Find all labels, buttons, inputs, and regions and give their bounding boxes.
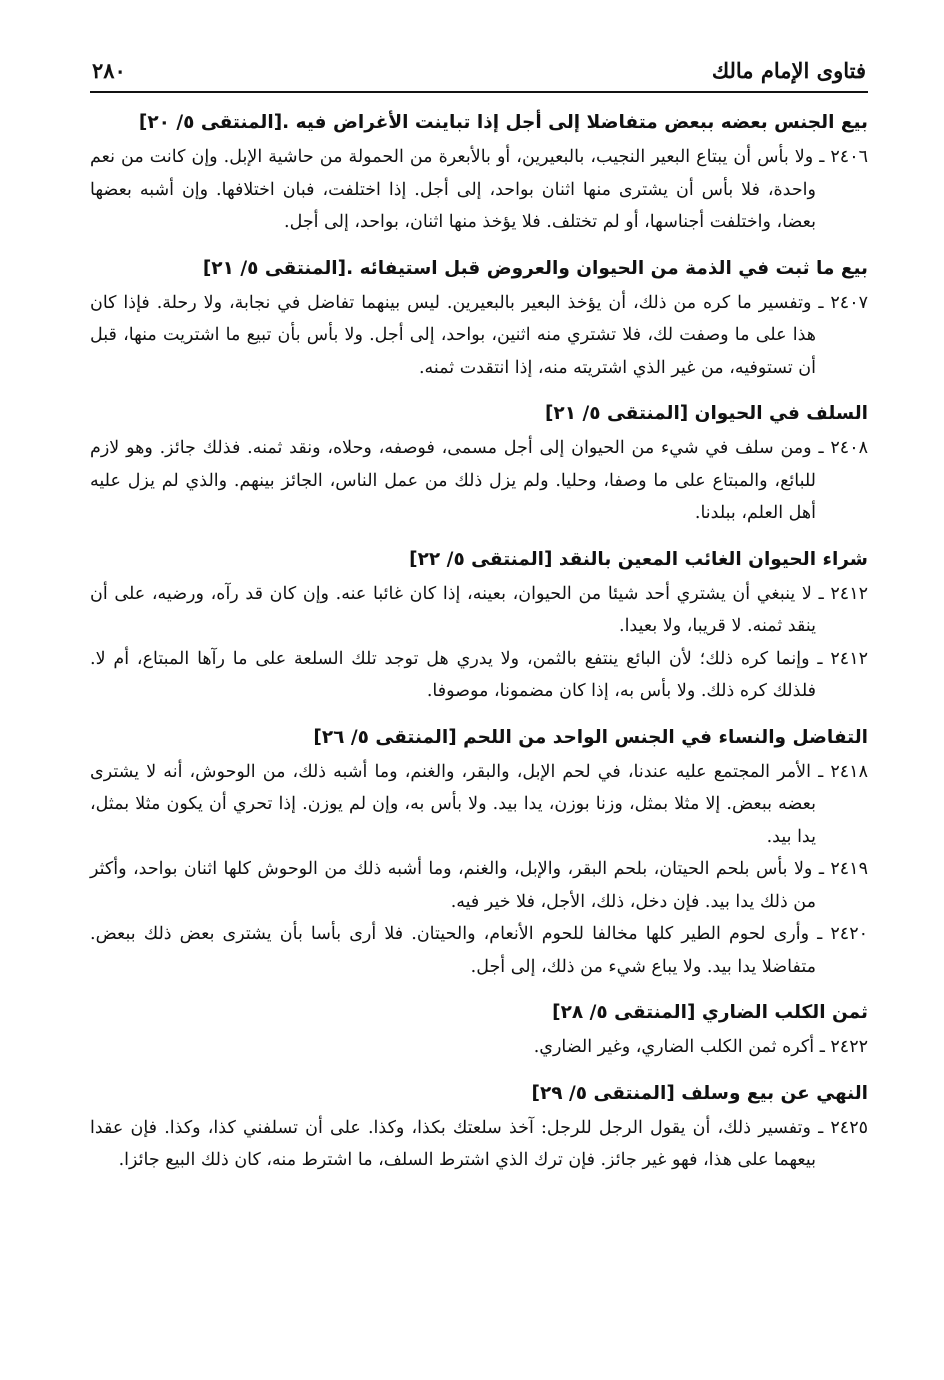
entry-paragraph: ٢٤٢٢ ـ أكره ثمن الكلب الضاري، وغير الضاري.: [533, 1037, 868, 1057]
section-heading: السلف في الحيوان [المنتقى ٥/ ٢١]: [544, 403, 868, 424]
entry-text: وتفسير ذلك، أن يقول الرجل للرجل: آخذ سلعتك بكذا، وكذا. على أن تسلفني كذا، وكذا. فإن عقدا بيعهما على هذا، فهو غير جائز. فإن ترك الذي اشترط السلف، ما اشترط منه، كان ذلك البيع جائزا.: [90, 1117, 816, 1170]
entry-text: وتفسير ما كره من ذلك، أن يؤخذ البعير بالبعيرين. ليس بينهما تفاضل في نجابة، ولا رحلة. فإذا كان هذا على ما وصفت لك، فلا تشتري منه اثنين، بواحد، إلى أجل. ولا بأس بأن تبيع ما اشتريت منها، قبل أن تستوفيه، من غير الذي اشتريته منه، إذا انتقدت ثمنه.: [90, 292, 816, 378]
entry-text: ولا بأس أن يبتاع البعير النجيب، بالبعيرين، أو بالأبعرة من الحمولة من حاشية الإبل. وإن كانت من نعم واحدة، فلا بأس أن يشترى منها اثنان بواحد، إلى أجل. إذا اختلفت، فبان اختلافها. وإن أشبه بعضها بعضا، واختلفت أجناسها، أو لم تختلف. فلا يؤخذ منها اثنان، بواحد، إلى أجل.: [90, 147, 816, 232]
entry-number: ٢٤٢٠: [830, 924, 868, 944]
entry-number: ٢٤٠٦: [830, 147, 868, 167]
entry-number: ٢٤١٢: [830, 648, 868, 669]
section-1: [90, 107, 868, 239]
entry-number: ٢٤١٨: [830, 761, 868, 782]
entry-paragraph: ٢٤٢٥ ـ وتفسير ذلك، أن يقول الرجل للرجل: آخذ سلعتك بكذا، وكذا. على أن تسلفني كذا، وكذا. فإن عقدا بيعهما على هذا، فهو غير جائز. فإن ترك الذي اشترط السلف، ما اشترط منه، كان ذلك البيع جائزا.: [90, 1117, 868, 1170]
book-page: [90, 58, 868, 1177]
section-heading: التفاضل والنساء في الجنس الواحد من اللحم [المنتقى ٥/ ٢٦]: [313, 726, 868, 748]
entry-number: ٢٤١٩: [830, 859, 868, 879]
entry-text: لا ينبغي أن يشتري أحد شيئا من الحيوان، بعينه، إذا كان غائبا عنه. وإن كان قد رآه، ورضيه، على أن ينقد ثمنه. لا قريبا، ولا بعيدا.: [90, 583, 816, 636]
section-2: [90, 253, 868, 385]
entry-paragraph: ٢٤١٢ ـ وإنما كره ذلك؛ لأن البائع ينتفع بالثمن، ولا يدري هل توجد تلك السلعة على ما رآها المبتاع، أم لا. فلذلك كره ذلك. ولا بأس به، إذا كان مضمونا، موصوفا.: [90, 648, 868, 701]
entry-number: ٢٤٢٢: [830, 1037, 868, 1057]
entry-paragraph: ٢٤١٢ ـ لا ينبغي أن يشتري أحد شيئا من الحيوان، بعينه، إذا كان غائبا عنه. وإن كان قد رآه، ورضيه، على أن ينقد ثمنه. لا قريبا، ولا بعيدا.: [90, 583, 868, 636]
entry-paragraph: ٢٤١٩ ـ ولا بأس بلحم الحيتان، بلحم البقر، والإبل، والغنم، وما أشبه ذلك من الوحوش كلها اثنان بواحد، وأكثر من ذلك يدا بيد. فإن دخل، ذلك، الأجل، فلا خير فيه.: [90, 859, 868, 912]
section-heading: ثمن الكلب الضاري [المنتقى ٥/ ٢٨]: [552, 1002, 868, 1023]
entry-text: وأرى لحوم الطير كلها مخالفا للحوم الأنعام، والحيتان. فلا أرى بأسا بأن يشترى بعض ذلك ببعض. متفاضلا يدا بيد. ولا يباع شيء من ذلك، إلى أجل.: [90, 924, 816, 977]
section-4: [90, 544, 868, 708]
page-number: ٢٨٠: [92, 58, 126, 83]
entry-text: وإنما كره ذلك؛ لأن البائع ينتفع بالثمن، ولا يدري هل توجد تلك السلعة على ما رآها المبتاع، أم لا. فلذلك كره ذلك. ولا بأس به، إذا كان مضمونا، موصوفا.: [90, 648, 816, 701]
entry-number: ٢٤٠٨: [830, 438, 868, 458]
entry-text: ولا بأس بلحم الحيتان، بلحم البقر، والإبل، والغنم، وما أشبه ذلك من الوحوش كلها اثنان بواحد، وأكثر من ذلك يدا بيد. فإن دخل، ذلك، الأجل، فلا خير فيه.: [90, 859, 816, 912]
entry-text: أكره ثمن الكلب الضاري، وغير الضاري.: [533, 1037, 815, 1057]
page-header: [90, 58, 868, 93]
section-7: [90, 1078, 868, 1177]
entry-number: ٢٤١٢: [830, 583, 868, 604]
entry-paragraph: ٢٤٠٧ ـ وتفسير ما كره من ذلك، أن يؤخذ البعير بالبعيرين. ليس بينهما تفاضل في نجابة، ولا رحلة. فإذا كان هذا على ما وصفت لك، فلا تشتري منه اثنين، بواحد، إلى أجل. ولا بأس بأن تبيع ما اشتريت منها، قبل أن تستوفيه، من غير الذي اشتريته منه، إذا انتقدت ثمنه.: [90, 292, 868, 378]
entry-paragraph: ٢٤١٨ ـ الأمر المجتمع عليه عندنا، في لحم الإبل، والبقر، والغنم، وما أشبه ذلك، من الوحوش، أنه لا يشترى بعضه ببعض. إلا مثلا بمثل، وزنا بوزن، يدا بيد. ولا بأس به، وإن لم يوزن. إذا تحري أن يكون مثلا بمثل، يدا بيد.: [90, 761, 868, 847]
entry-paragraph: ٢٤٢٠ ـ وأرى لحوم الطير كلها مخالفا للحوم الأنعام، والحيتان. فلا أرى بأسا بأن يشترى بعض ذلك ببعض. متفاضلا يدا بيد. ولا يباع شيء من ذلك، إلى أجل.: [90, 924, 868, 977]
book-title: فتاوى الإمام مالك: [711, 58, 866, 83]
entry-paragraph: ٢٤٠٦ ـ ولا بأس أن يبتاع البعير النجيب، بالبعيرين، أو بالأبعرة من الحمولة من حاشية الإبل. وإن كانت من نعم واحدة، فلا بأس أن يشترى منها اثنان بواحد، إلى أجل. إذا اختلفت، فبان اختلافها. وإن أشبه بعضها بعضا، واختلفت أجناسها، أو لم تختلف. فلا يؤخذ منها اثنان، بواحد، إلى أجل.: [90, 147, 868, 232]
section-3: [90, 398, 868, 530]
section-heading: شراء الحيوان الغائب المعين بالنقد [المنتقى ٥/ ٢٢]: [409, 548, 868, 570]
entry-text: ومن سلف في شيء من الحيوان إلى أجل مسمى، فوصفه، وحلاه، ونقد ثمنه. فذلك جائز. وهو لازم للبائع، والمبتاع على ما وصفا، وحليا. ولم يزل ذلك من عمل الناس، الجائز بينهم. والذي لم يزل عليه أهل العلم، ببلدنا.: [90, 438, 816, 523]
section-heading: بيع ما ثبت في الذمة من الحيوان والعروض قبل استيفائه .[المنتقى ٥/ ٢١]: [202, 257, 868, 279]
section-heading: بيع الجنس بعضه ببعض متفاضلا إلى أجل إذا تباينت الأغراض فيه .[المنتقى ٥/ ٢٠]: [138, 112, 868, 133]
section-6: [90, 997, 868, 1064]
section-5: [90, 722, 868, 984]
entry-number: ٢٤٢٥: [830, 1117, 868, 1138]
entry-paragraph: ٢٤٠٨ ـ ومن سلف في شيء من الحيوان إلى أجل مسمى، فوصفه، وحلاه، ونقد ثمنه. فذلك جائز. وهو لازم للبائع، والمبتاع على ما وصفا، وحليا. ولم يزل ذلك من عمل الناس، الجائز بينهم. والذي لم يزل عليه أهل العلم، ببلدنا.: [90, 438, 868, 523]
section-heading: النهي عن بيع وسلف [المنتقى ٥/ ٢٩]: [531, 1082, 868, 1104]
entry-text: الأمر المجتمع عليه عندنا، في لحم الإبل، والبقر، والغنم، وما أشبه ذلك، من الوحوش، أنه لا يشترى بعضه ببعض. إلا مثلا بمثل، وزنا بوزن، يدا بيد. ولا بأس به، وإن لم يوزن. إذا تحري أن يكون مثلا بمثل، يدا بيد.: [90, 761, 816, 847]
entry-number: ٢٤٠٧: [830, 292, 868, 313]
